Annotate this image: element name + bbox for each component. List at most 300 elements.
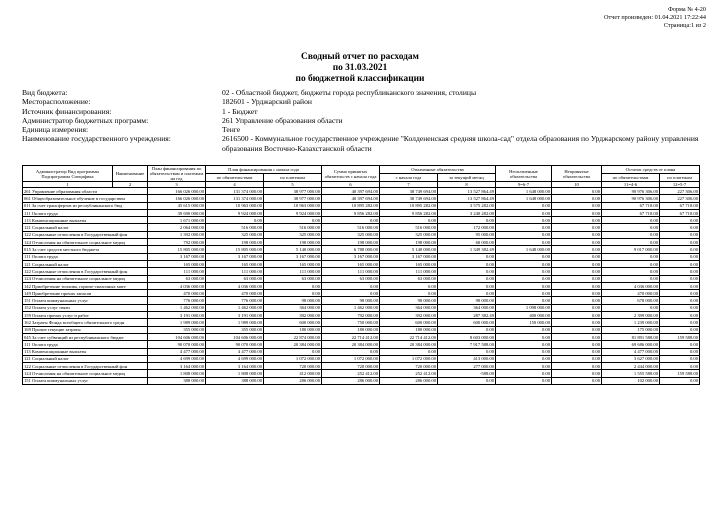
cell-un: 0.00: [496, 202, 552, 209]
cell-pp: 0.00: [264, 217, 322, 224]
row-code-name: 151 Оплата коммунальных услуг: [23, 297, 148, 304]
cell-pc: 38 749 694.00: [380, 188, 438, 195]
cell-pm: 277 000.00: [438, 363, 496, 370]
cell-pm: 0.00: [438, 377, 496, 384]
row-code-name: 061 Общеобразовательное обучение в государствен: [23, 195, 148, 202]
row-code-name: 121 Социальный налог: [23, 260, 148, 267]
row-code-name: 142 Приобретение топлива, горюче-смазочных мате: [23, 282, 148, 289]
column-number: 10: [552, 182, 602, 188]
cell-na: 0.00: [552, 312, 602, 319]
cell-un: 0.00: [496, 326, 552, 333]
cell-acc: 0.00: [322, 217, 380, 224]
cell-pm: 0.00: [438, 282, 496, 289]
cell-pp: 10 963 000.00: [264, 202, 322, 209]
cell-po: 1 808 000.00: [206, 370, 264, 377]
cell-rp: 159 588.00: [660, 370, 700, 377]
cell-rp: 0.00: [660, 246, 700, 253]
info-label: Источник финансирования:: [22, 106, 112, 116]
cell-pp: 98 000.00: [264, 297, 322, 304]
cell-plan: 3 167 000.00: [148, 253, 206, 260]
cell-acc: 111 000.00: [322, 268, 380, 275]
cell-pm: 0.00: [438, 348, 496, 355]
column-number: 1: [23, 182, 113, 188]
table-row: [23, 224, 700, 231]
cell-na: 0.00: [552, 275, 602, 282]
cell-plan: 166 026 000.00: [148, 195, 206, 202]
cell-pm: 0.00: [438, 253, 496, 260]
cell-rp: 0.00: [660, 282, 700, 289]
cell-po: 1 462 000.00: [206, 304, 264, 311]
cell-rp: 0.00: [660, 363, 700, 370]
cell-po: 355 000.00: [206, 326, 264, 333]
cell-acc: 3 167 000.00: [322, 253, 380, 260]
column-number: 12=5-7: [660, 182, 700, 188]
cell-un: 0.00: [496, 209, 552, 216]
cell-po: 15 805 000.00: [206, 246, 264, 253]
cell-un: 0.00: [496, 355, 552, 362]
cell-po: 131 374 000.00: [206, 188, 264, 195]
cell-po: 165 000.00: [206, 260, 264, 267]
cell-acc: 720 000.00: [322, 363, 380, 370]
cell-acc: 22 714 412.00: [322, 333, 380, 340]
col-plan-pay-header: по платежам: [264, 174, 322, 182]
row-code-name: 122 Социальные отчисления в Государственный фон: [23, 363, 148, 370]
table-row: [23, 333, 700, 340]
cell-acc: 198 000.00: [322, 239, 380, 246]
cell-pm: 13 527 864.49: [438, 195, 496, 202]
cell-na: 0.00: [552, 304, 602, 311]
cell-rp: 0.00: [660, 312, 700, 319]
cell-po: 111 000.00: [206, 268, 264, 275]
table-row: [23, 260, 700, 267]
cell-pm: 600 000.00: [438, 319, 496, 326]
cell-rp: 0.00: [660, 326, 700, 333]
cell-ro: 9 017 000.00: [602, 246, 660, 253]
col-name-header: Наименование: [113, 166, 148, 182]
cell-acc: 0.00: [322, 282, 380, 289]
col-accepted-header: Сумма принятых обязательств с начала года: [322, 166, 380, 182]
cell-na: 0.00: [552, 260, 602, 267]
cell-acc: 792 000.00: [322, 312, 380, 319]
col-paid-month-header: за текущий месяц: [438, 174, 496, 182]
table-row: [23, 370, 700, 377]
info-label: Месторасположение:: [22, 97, 91, 107]
cell-pc: 325 000.00: [380, 231, 438, 238]
info-label: Вид бюджета:: [22, 88, 68, 97]
cell-na: 0.00: [552, 326, 602, 333]
cell-un: 1 648 000.00: [496, 188, 552, 195]
cell-un: 0.00: [496, 268, 552, 275]
cell-ro: 0.00: [602, 260, 660, 267]
cell-plan: 792 000.00: [148, 239, 206, 246]
cell-acc: 0.00: [322, 290, 380, 297]
cell-pm: 13 527 864.49: [438, 188, 496, 195]
row-code-name: 111 Оплата труда: [23, 209, 148, 216]
cell-po: 4 477 000.00: [206, 348, 264, 355]
table-row: [23, 377, 700, 384]
cell-ro: 3 627 000.00: [602, 355, 660, 362]
table-row: [23, 326, 700, 333]
cell-na: 0.00: [552, 231, 602, 238]
cell-un: 1 648 000.00: [496, 195, 552, 202]
info-value: 182601 - Урджарский район: [222, 97, 312, 107]
cell-ro: 175 000.00: [602, 326, 660, 333]
cell-pp: 9 924 000.00: [264, 209, 322, 216]
cell-na: 0.00: [552, 202, 602, 209]
table-row: [23, 268, 700, 275]
table-row: [23, 188, 700, 195]
cell-ro: 69 686 000.00: [602, 341, 660, 348]
column-number: 4: [206, 182, 264, 188]
row-code-name: 113 Компенсационные выплаты: [23, 348, 148, 355]
column-number: 3: [148, 182, 206, 188]
cell-po: 90 070 000.00: [206, 341, 264, 348]
cell-plan: 1 808 000.00: [148, 370, 206, 377]
table-row: [23, 355, 700, 362]
cell-pm: 0.00: [438, 217, 496, 224]
row-code-name: 113 Компенсационные выплаты: [23, 217, 148, 224]
row-code-name: 045 За счет субвенций из республиканского бюдже: [23, 333, 148, 340]
cell-ro: 0.00: [602, 231, 660, 238]
cell-un: 0.00: [496, 217, 552, 224]
cell-pc: 364 000.00: [380, 304, 438, 311]
info-value: 1 - Бюджет: [222, 106, 258, 116]
info-value: 02 - Областной бюджет, бюджеты города республиканского значения, столицы: [222, 88, 477, 97]
table-row: [23, 282, 700, 289]
cell-un: 1 098 000.00: [496, 304, 552, 311]
cell-pp: 165 000.00: [264, 260, 322, 267]
cell-un: 0.00: [496, 290, 552, 297]
cell-ro: 4 036 000.00: [602, 282, 660, 289]
cell-acc: 40 397 694.00: [322, 188, 380, 195]
cell-plan: 1 989 000.00: [148, 319, 206, 326]
table-row: [23, 239, 700, 246]
cell-rp: 0.00: [660, 275, 700, 282]
cell-pc: 720 000.00: [380, 363, 438, 370]
cell-acc: 98 000.00: [322, 297, 380, 304]
cell-plan: 90 070 000.00: [148, 341, 206, 348]
info-row: [22, 97, 702, 106]
row-code-name: 152 Оплата услуг связи: [23, 304, 148, 311]
cell-po: 10 963 000.00: [206, 202, 264, 209]
cell-rp: 227 306.00: [660, 188, 700, 195]
col-plan-year-header: План финансирования по обязательствам и платежам на год: [148, 166, 206, 182]
cell-pp: 0.00: [264, 348, 322, 355]
page-indicator: Страница:1 из 2: [663, 22, 706, 29]
row-code-name: 124 Отчисления на обязательное социальное медиц: [23, 275, 148, 282]
cell-un: 0.00: [496, 348, 552, 355]
cell-pm: 3 240 282.00: [438, 209, 496, 216]
cell-po: 104 606 000.00: [206, 333, 264, 340]
cell-plan: 4 477 000.00: [148, 348, 206, 355]
row-code-name: 169 Прочие текущие затраты: [23, 326, 148, 333]
cell-po: 4 036 000.00: [206, 282, 264, 289]
cell-rp: 0.00: [660, 341, 700, 348]
cell-un: 0.00: [496, 253, 552, 260]
info-label: Наименование государственного учреждения:: [22, 134, 171, 144]
cell-un: 1 648 000.00: [496, 246, 552, 253]
column-number: 7: [380, 182, 438, 188]
info-label: Администратор бюджетных программ:: [22, 115, 149, 125]
cell-acc: 252 412.00: [322, 370, 380, 377]
cell-pp: 3 167 000.00: [264, 253, 322, 260]
cell-pc: 98 000.00: [380, 297, 438, 304]
info-row: [22, 134, 702, 153]
cell-na: 0.00: [552, 282, 602, 289]
cell-pm: 0.00: [438, 260, 496, 267]
cell-pp: 38 977 000.00: [264, 195, 322, 202]
cell-rp: 67 718.00: [660, 209, 700, 216]
column-number: 6: [322, 182, 380, 188]
table-row: [23, 202, 700, 209]
cell-pm: 0.00: [438, 268, 496, 275]
cell-pp: 111 000.00: [264, 268, 322, 275]
title-line-2: по 31.03.2021: [332, 63, 388, 73]
cell-pp: 325 000.00: [264, 231, 322, 238]
report-info: [22, 88, 702, 153]
cell-pm: 98 000.00: [438, 297, 496, 304]
table-row: [23, 195, 700, 202]
cell-pc: 0.00: [380, 217, 438, 224]
cell-po: 470 000.00: [206, 290, 264, 297]
cell-pc: 38 749 694.00: [380, 195, 438, 202]
cell-acc: 1 462 000.00: [322, 304, 380, 311]
cell-po: 4 699 000.00: [206, 355, 264, 362]
cell-un: 0.00: [496, 275, 552, 282]
table-row: [23, 209, 700, 216]
row-code-name: 121 Социальный налог: [23, 355, 148, 362]
cell-ro: 1 239 000.00: [602, 319, 660, 326]
cell-na: 0.00: [552, 377, 602, 384]
cell-ro: 1 555 588.00: [602, 370, 660, 377]
cell-un: 0.00: [496, 333, 552, 340]
cell-ro: 2 399 000.00: [602, 312, 660, 319]
cell-pc: 22 714 412.00: [380, 333, 438, 340]
table-header: [23, 166, 700, 188]
cell-pm: 0.00: [438, 275, 496, 282]
cell-pm: 95 000.00: [438, 231, 496, 238]
cell-rp: 0.00: [660, 217, 700, 224]
col-unpaid-header: Неоплаченные обязательства: [496, 166, 552, 182]
cell-acc: 1 072 000.00: [322, 355, 380, 362]
cell-pp: 412 000.00: [264, 370, 322, 377]
cell-pc: 286 000.00: [380, 377, 438, 384]
cell-plan: 111 000.00: [148, 268, 206, 275]
cell-ro: 678 000.00: [602, 297, 660, 304]
expense-report-table: [22, 165, 700, 385]
cell-pp: 516 000.00: [264, 224, 322, 231]
cell-un: 0.00: [496, 341, 552, 348]
cell-pc: 20 384 000.00: [380, 341, 438, 348]
cell-pc: 0.00: [380, 282, 438, 289]
cell-po: 9 924 000.00: [206, 209, 264, 216]
cell-un: 0.00: [496, 363, 552, 370]
cell-ro: 0.00: [602, 253, 660, 260]
cell-na: 0.00: [552, 209, 602, 216]
info-label: Единица измерения:: [22, 125, 89, 135]
cell-pc: 1 072 000.00: [380, 355, 438, 362]
col-rem-oblig-header: по обязательствам: [602, 174, 660, 182]
cell-po: 776 000.00: [206, 297, 264, 304]
cell-pm: 364 000.00: [438, 304, 496, 311]
row-code-name: 011 За счет трансфертов из республиканского бюд: [23, 202, 148, 209]
cell-un: 0.00: [496, 297, 552, 304]
col-remainder-header: Остаток средств от плана: [602, 166, 700, 174]
table-row: [23, 290, 700, 297]
cell-rp: 0.00: [660, 253, 700, 260]
row-code-name: 261 Управление образования области: [23, 188, 148, 195]
row-code-name: 111 Оплата труда: [23, 253, 148, 260]
table-row: [23, 275, 700, 282]
cell-plan: 3 164 000.00: [148, 363, 206, 370]
col-admin-header: Администратор Вид программы Подпрограмма Специфика: [23, 166, 113, 182]
column-number: 8: [438, 182, 496, 188]
row-code-name: 124 Отчисления на обязательное социальное медиц: [23, 370, 148, 377]
cell-rp: 0.00: [660, 319, 700, 326]
cell-na: 0.00: [552, 319, 602, 326]
cell-pc: 10 895 282.00: [380, 202, 438, 209]
cell-plan: 388 000.00: [148, 377, 206, 384]
cell-pm: -588.00: [438, 370, 496, 377]
table-row: [23, 348, 700, 355]
cell-pp: 0.00: [264, 290, 322, 297]
cell-plan: 1 671 000.00: [148, 217, 206, 224]
cell-acc: 63 000.00: [322, 275, 380, 282]
cell-pp: 1 072 000.00: [264, 355, 322, 362]
cell-po: 3 191 000.00: [206, 312, 264, 319]
cell-acc: 0.00: [322, 348, 380, 355]
cell-un: 0.00: [496, 239, 552, 246]
cell-ro: 81 891 588.00: [602, 333, 660, 340]
cell-plan: 166 026 000.00: [148, 188, 206, 195]
cell-rp: 227 306.00: [660, 195, 700, 202]
table-row: [23, 312, 700, 319]
row-code-name: 124 Отчисления на обязательное социальное медиц: [23, 239, 148, 246]
cell-pp: 180 000.00: [264, 326, 322, 333]
cell-plan: 4 036 000.00: [148, 282, 206, 289]
cell-ro: 67 718.00: [602, 209, 660, 216]
col-paid-header: Оплаченные обязательства: [380, 166, 496, 174]
cell-plan: 63 000.00: [148, 275, 206, 282]
cell-ro: 470 000.00: [602, 290, 660, 297]
row-code-name: 149 Приобретение прочих запасов: [23, 290, 148, 297]
cell-pp: 600 000.00: [264, 319, 322, 326]
cell-acc: 165 000.00: [322, 260, 380, 267]
cell-pp: 0.00: [264, 282, 322, 289]
cell-pc: 180 000.00: [380, 326, 438, 333]
cell-po: 3 167 000.00: [206, 253, 264, 260]
cell-ro: 67 718.00: [602, 202, 660, 209]
cell-pc: 111 000.00: [380, 268, 438, 275]
table-row: [23, 319, 700, 326]
cell-acc: 40 397 694.00: [322, 195, 380, 202]
cell-pm: 68 000.00: [438, 239, 496, 246]
report-meta: [604, 6, 706, 30]
table-row: [23, 304, 700, 311]
cell-po: 198 000.00: [206, 239, 264, 246]
cell-pp: 5 140 000.00: [264, 246, 322, 253]
cell-plan: 39 690 000.00: [148, 209, 206, 216]
cell-pm: 0.00: [438, 326, 496, 333]
cell-plan: 15 805 000.00: [148, 246, 206, 253]
row-code-name: 122 Социальные отчисления в Государственный фон: [23, 268, 148, 275]
report-title: [0, 52, 720, 85]
cell-na: 0.00: [552, 268, 602, 275]
cell-pp: 22 874 000.00: [264, 333, 322, 340]
cell-pp: 63 000.00: [264, 275, 322, 282]
cell-un: 0.00: [496, 231, 552, 238]
cell-ro: 102 000.00: [602, 377, 660, 384]
cell-po: 3 164 000.00: [206, 363, 264, 370]
cell-rp: 0.00: [660, 231, 700, 238]
col-rem-pay-header: по платежам: [660, 174, 700, 182]
cell-pc: 252 412.00: [380, 370, 438, 377]
cell-un: 0.00: [496, 370, 552, 377]
col-unaccepted-header: Непринятые обязательства: [552, 166, 602, 182]
cell-pm: 172 000.00: [438, 224, 496, 231]
cell-pc: 600 000.00: [380, 319, 438, 326]
cell-pm: 8 603 000.00: [438, 333, 496, 340]
cell-na: 0.00: [552, 239, 602, 246]
cell-acc: 180 000.00: [322, 326, 380, 333]
cell-po: 0.00: [206, 217, 264, 224]
cell-pc: 0.00: [380, 290, 438, 297]
cell-ro: 4 477 000.00: [602, 348, 660, 355]
cell-ro: 2 444 000.00: [602, 363, 660, 370]
cell-na: 0.00: [552, 348, 602, 355]
generated-timestamp: Отчет произведен: 01.04.2021 17:22:44: [604, 14, 706, 21]
info-row: [22, 107, 702, 116]
cell-ro: 0.00: [602, 268, 660, 275]
cell-po: 63 000.00: [206, 275, 264, 282]
cell-pp: 364 000.00: [264, 304, 322, 311]
info-row: [22, 88, 702, 97]
row-code-name: 121 Социальный налог: [23, 224, 148, 231]
cell-pm: 413 000.00: [438, 355, 496, 362]
cell-pc: 198 000.00: [380, 239, 438, 246]
cell-ro: 0.00: [602, 224, 660, 231]
form-number: Форма № 4-20: [668, 6, 706, 13]
cell-na: 0.00: [552, 246, 602, 253]
cell-acc: 6 788 000.00: [322, 246, 380, 253]
cell-po: 325 000.00: [206, 231, 264, 238]
cell-rp: 67 718.00: [660, 202, 700, 209]
column-number: 5: [264, 182, 322, 188]
cell-plan: 165 000.00: [148, 260, 206, 267]
cell-rp: 0.00: [660, 290, 700, 297]
cell-na: 0.00: [552, 297, 602, 304]
cell-plan: 776 000.00: [148, 297, 206, 304]
cell-ro: 0.00: [602, 275, 660, 282]
cell-plan: 2 064 000.00: [148, 224, 206, 231]
cell-pm: 1 349 382.49: [438, 246, 496, 253]
table-row: [23, 246, 700, 253]
cell-plan: 104 606 000.00: [148, 333, 206, 340]
cell-plan: 1 462 000.00: [148, 304, 206, 311]
cell-acc: 516 000.00: [322, 224, 380, 231]
cell-po: 516 000.00: [206, 224, 264, 231]
cell-po: 131 374 000.00: [206, 195, 264, 202]
cell-rp: 0.00: [660, 224, 700, 231]
title-line-1: Сводный отчет по расходам: [301, 52, 419, 62]
cell-pc: 165 000.00: [380, 260, 438, 267]
table-row: [23, 363, 700, 370]
cell-acc: 20 384 000.00: [322, 341, 380, 348]
cell-pm: 0.00: [438, 290, 496, 297]
cell-po: 388 000.00: [206, 377, 264, 384]
cell-pp: 20 384 000.00: [264, 341, 322, 348]
info-row: [22, 116, 702, 125]
